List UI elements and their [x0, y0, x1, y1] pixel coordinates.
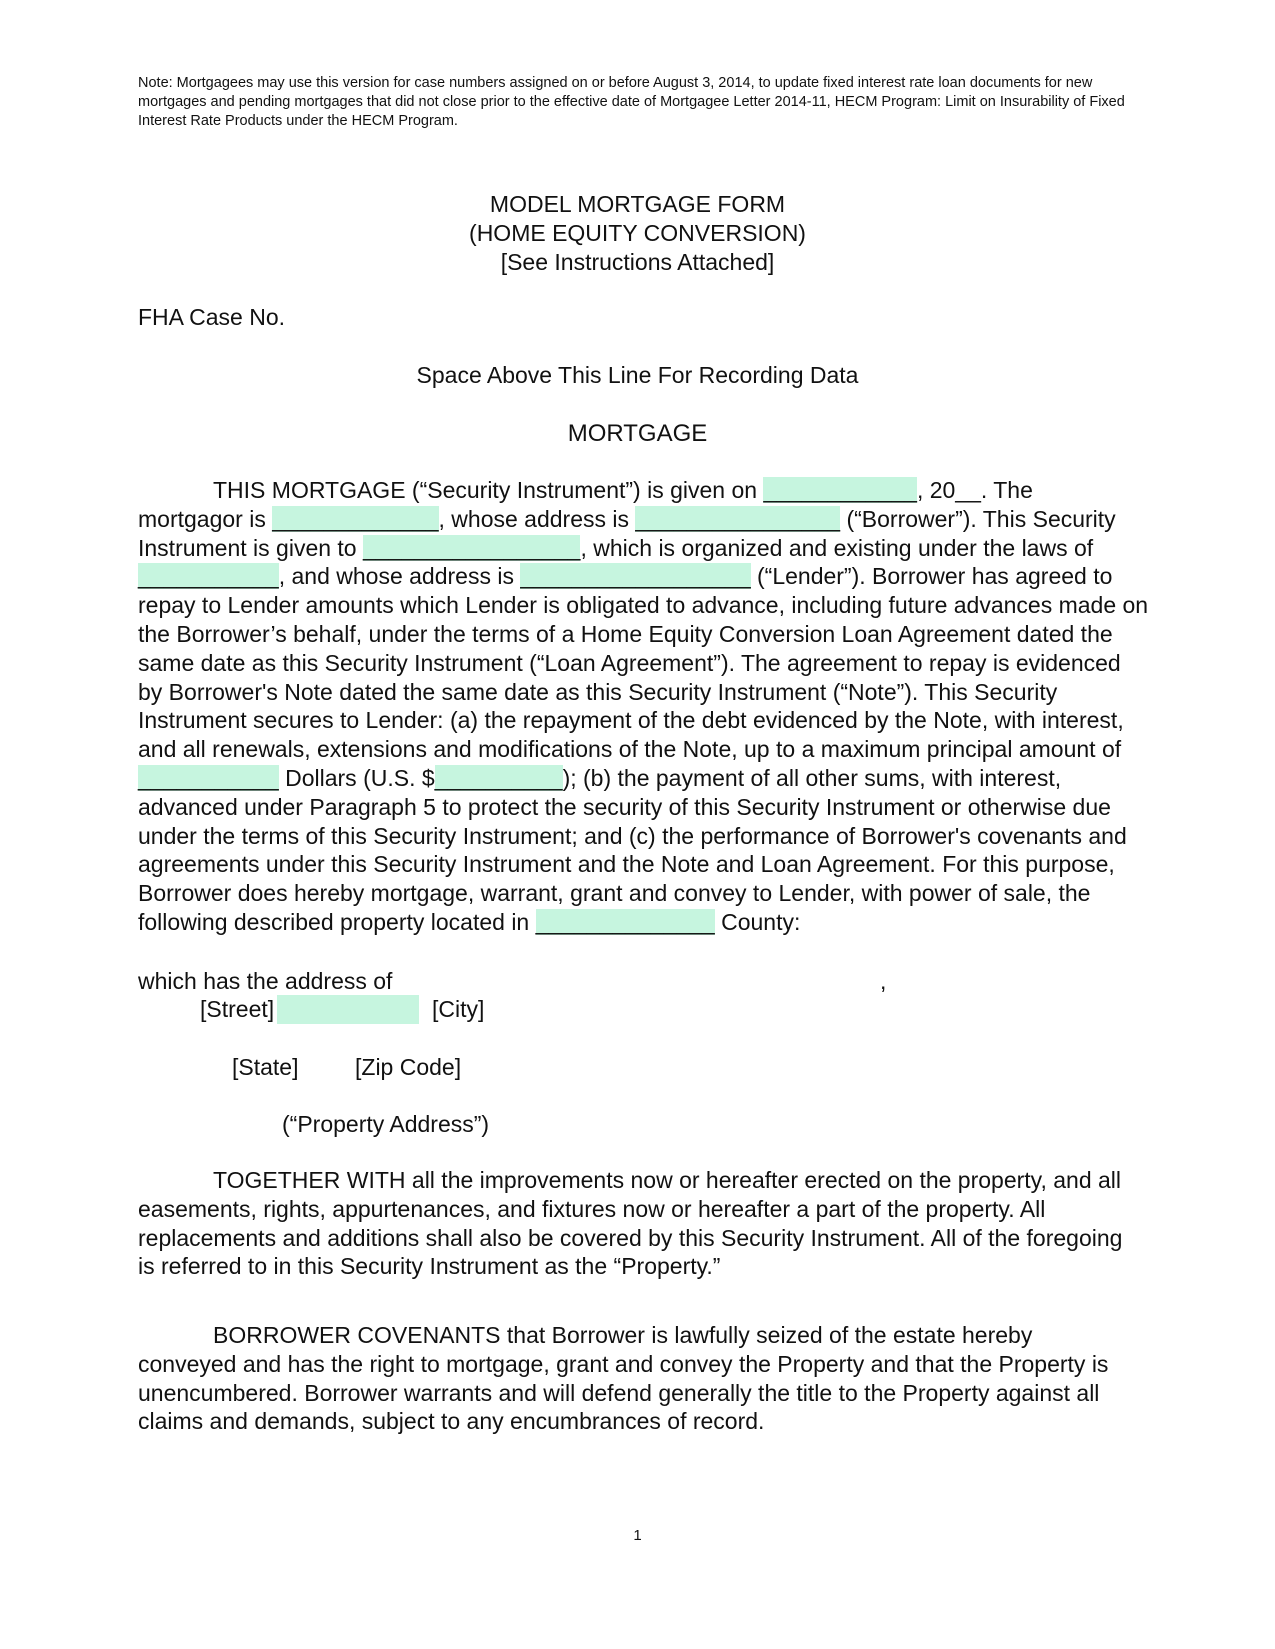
para1-line: agreements under this Security Instrument and the Note and Loan Agreement. For this purpose,	[138, 851, 1115, 878]
para2-line: is referred to in this Security Instrument as the “Property.”	[138, 1253, 721, 1280]
para1-line	[138, 764, 1138, 793]
state-label: [State]	[232, 1054, 299, 1080]
date-field[interactable]: ____________	[763, 477, 917, 503]
county-field[interactable]: ______________	[535, 908, 715, 935]
form-title-line2: (HOME EQUITY CONVERSION)	[469, 220, 806, 246]
para1-line: advanced under Paragraph 5 to protect the security of this Security Instrument or otherwise due	[138, 793, 1111, 820]
text: ); (b) the payment of all other sums, with interest,	[562, 764, 1062, 791]
form-title-line1: MODEL MORTGAGE FORM	[489, 191, 786, 217]
text: , 20__. The	[916, 477, 1033, 503]
address-comma: ,	[880, 968, 887, 994]
para2-line: TOGETHER WITH all the improvements now or hereafter erected on the property, and all	[213, 1167, 1122, 1193]
para1-line	[138, 908, 1138, 937]
text: THIS MORTGAGE (“Security Instrument”) is given on	[213, 477, 764, 503]
para1-line: and all renewals, extensions and modifications of the Note, up to a maximum principal amount of	[138, 736, 1122, 763]
para2-line: replacements and additions shall also be covered by this Security Instrument. All of the foregoing	[138, 1224, 1123, 1251]
address-intro: which has the address of	[138, 968, 393, 994]
lender-jurisdiction-field[interactable]: ___________	[138, 563, 279, 590]
para1-line: repay to Lender amounts which Lender is obligated to advance, including future advances made on	[138, 592, 1149, 619]
para1-line: Borrower does hereby mortgage, warrant, grant and convey to Lender, with power of sale, the	[138, 880, 1091, 907]
para3-line: conveyed and has the right to mortgage, grant and convey the Property and that the Property is	[138, 1350, 1109, 1377]
recording-data-line: Space Above This Line For Recording Data	[416, 362, 859, 388]
para1-line: Instrument secures to Lender: (a) the repayment of the debt evidenced by the Note, with interest,	[138, 707, 1124, 734]
lender-name-field[interactable]: _________________	[363, 534, 581, 561]
mortgage-paragraph-1	[138, 476, 1149, 937]
form-title	[0, 190, 1275, 277]
mortgage-heading: MORTGAGE	[567, 420, 708, 447]
para1-line	[138, 562, 1138, 591]
fha-case-label: FHA Case No.	[138, 304, 285, 330]
text: , which is organized and existing under the laws of	[580, 534, 1094, 561]
property-address-label: (“Property Address”)	[282, 1111, 490, 1137]
text: (“Lender”). Borrower has agreed to	[750, 563, 1113, 590]
version-note: Note: Mortgagees may use this version for case numbers assigned on or before August 3, 2014, to update fixed interest rate loan documents for new mortgages and pending mortgages that did not close prior to the effective date of Mortgagee Letter 2014-11, HECM Program: Limit on Insurability of Fixed Interest Rate Products under the HECM Program.	[138, 75, 1125, 129]
text: mortgagor is	[138, 505, 273, 532]
form-title-line3: [See Instructions Attached]	[500, 249, 775, 275]
text: , whose address is	[438, 505, 636, 532]
para1-line	[138, 534, 1138, 563]
zip-label: [Zip Code]	[355, 1054, 462, 1080]
para2-line: easements, rights, appurtenances, and fixtures now or hereafter a part of the property. All	[138, 1195, 1046, 1222]
text: (“Borrower”). This Security	[840, 505, 1116, 532]
page-number: 1	[633, 1527, 642, 1544]
text: County:	[714, 908, 801, 935]
para1-line: under the terms of this Security Instrument; and (c) the performance of Borrower's covenants and	[138, 822, 1127, 849]
text: Instrument is given to	[138, 534, 363, 561]
para1-line: the Borrower’s behalf, under the terms of a Home Equity Conversion Loan Agreement dated the	[138, 620, 1113, 647]
principal-amount-field[interactable]: __________	[434, 764, 563, 791]
street-label: [Street]	[200, 996, 275, 1022]
para1-line: by Borrower's Note dated the same date as this Security Instrument (“Note”). This Security	[138, 678, 1058, 705]
para1-line	[138, 476, 1138, 505]
para3-line: claims and demands, subject to any encumbrances of record.	[138, 1408, 765, 1435]
mortgagor-name-field[interactable]: _____________	[272, 505, 439, 532]
para3-line: BORROWER COVENANTS that Borrower is lawfully seized of the estate hereby	[213, 1322, 1033, 1348]
street-field[interactable]	[277, 995, 419, 1024]
together-with-paragraph	[138, 1166, 1138, 1281]
lender-address-field[interactable]: __________________	[520, 563, 751, 590]
text: following described property located in	[138, 908, 536, 935]
text: Dollars (U.S. $	[278, 764, 435, 791]
text: , and whose address is	[278, 563, 521, 590]
para3-line: unencumbered. Borrower warrants and will defend generally the title to the Property against all	[138, 1379, 1100, 1406]
para1-line: same date as this Security Instrument (“Loan Agreement”). The agreement to repay is evidenced	[138, 649, 1121, 676]
mortgagor-address-field[interactable]: ________________	[635, 505, 841, 532]
para1-line	[138, 505, 1138, 534]
principal-words-field[interactable]: ___________	[138, 764, 279, 791]
city-label: [City]	[432, 996, 485, 1022]
borrower-covenants-paragraph	[138, 1321, 1138, 1436]
